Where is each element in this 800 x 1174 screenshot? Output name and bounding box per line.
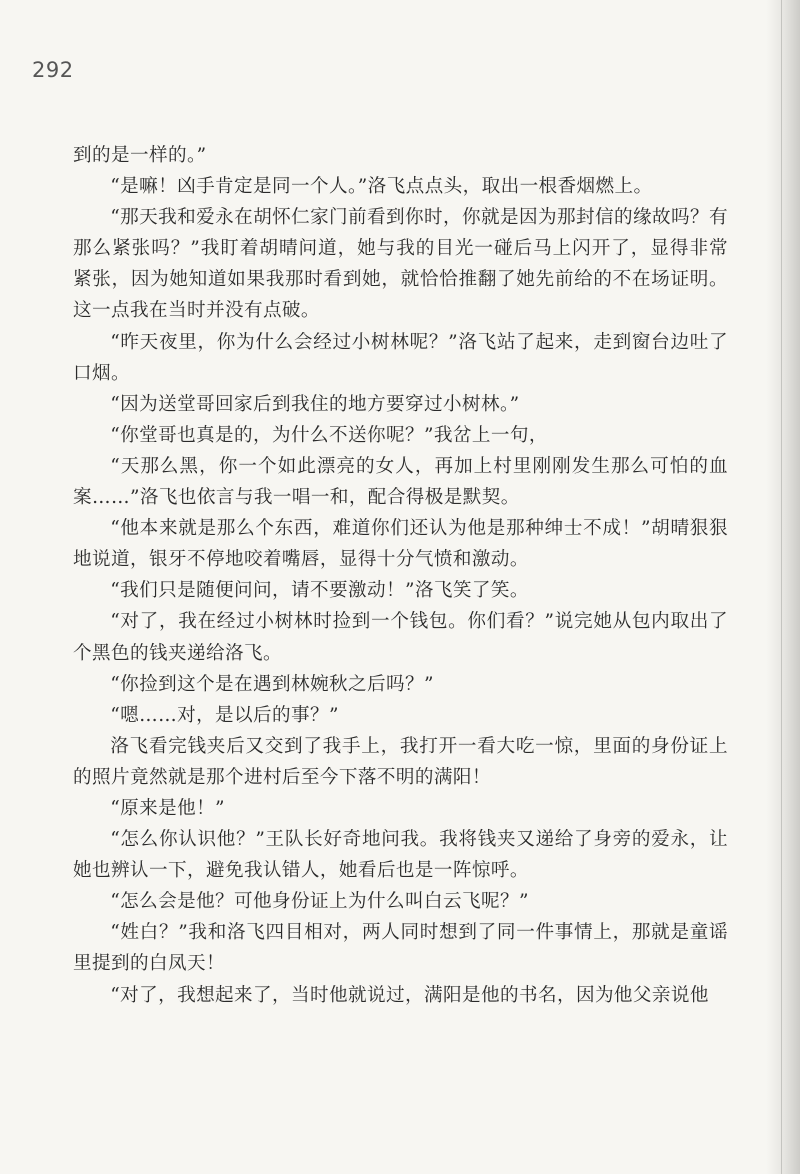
- paragraph: “你捡到这个是在遇到林婉秋之后吗？”: [110, 673, 434, 695]
- paragraph: “是嘛！凶手肯定是同一个人。”洛飞点点头，取出一根香烟燃上。: [110, 176, 653, 198]
- paragraph: “怎么你认识他？”王队长好奇地问我。我将钱夹又递给了身旁的爱永，让她也辨认一下，避免我认错人，她看后也是一阵惊呼。: [73, 829, 728, 882]
- paragraph: “昨天夜里，你为什么会经过小树林呢？”洛飞站了起来，走到窗台边吐了口烟。: [73, 331, 728, 384]
- paragraph: “你堂哥也真是的，为什么不送你呢？”我岔上一句，: [110, 424, 548, 446]
- paragraph: “我们只是随便问问，请不要激动！”洛飞笑了笑。: [110, 580, 529, 602]
- paragraph: “天那么黑，你一个如此漂亮的女人，再加上村里刚刚发生那么可怕的血案……”洛飞也依言与我一唱一和，配合得极是默契。: [73, 455, 728, 509]
- paragraph: 洛飞看完钱夹后又交到了我手上，我打开一看大吃一惊，里面的身份证上的照片竟然就是那个进村后至今下落不明的满阳！: [73, 735, 728, 788]
- paragraph: “对了，我在经过小树林时捡到一个钱包。你们看？”说完她从包内取出了个黑色的钱夹递给洛飞。: [73, 611, 728, 664]
- paragraph: “怎么会是他？可他身份证上为什么叫白云飞呢？”: [110, 891, 529, 913]
- page-edge-shadow: [766, 0, 800, 1174]
- paragraph: “对了，我想起来了，当时他就说过，满阳是他的书名，因为他父亲说他: [110, 984, 709, 1006]
- body-text: [73, 140, 728, 1011]
- paragraph: “他本来就是那么个东西，难道你们还认为他是那种绅士不成！”胡晴狠狠地说道，银牙不停地咬着嘴唇，显得十分气愤和激动。: [73, 518, 728, 571]
- paragraph: “嗯……对，是以后的事？”: [110, 704, 339, 726]
- paragraph: “原来是他！”: [110, 797, 225, 819]
- page-number: 292: [32, 58, 74, 82]
- paragraph: 到的是一样的。”: [73, 145, 207, 166]
- paragraph: “姓白？”我和洛飞四目相对，两人同时想到了同一件事情上，那就是童谣里提到的白凤天！: [73, 922, 728, 975]
- paragraph: “那天我和爱永在胡怀仁家门前看到你时，你就是因为那封信的缘故吗？有那么紧张吗？”我盯着胡晴问道，她与我的目光一碰后马上闪开了，显得非常紧张，因为她知道如果我那时看到她，就恰恰推翻了她先前给的不在场证明。这一点我在当时并没有点破。: [73, 207, 728, 322]
- page-edge-line: [781, 0, 782, 1174]
- paragraph: “因为送堂哥回家后到我住的地方要穿过小树林。”: [110, 393, 520, 415]
